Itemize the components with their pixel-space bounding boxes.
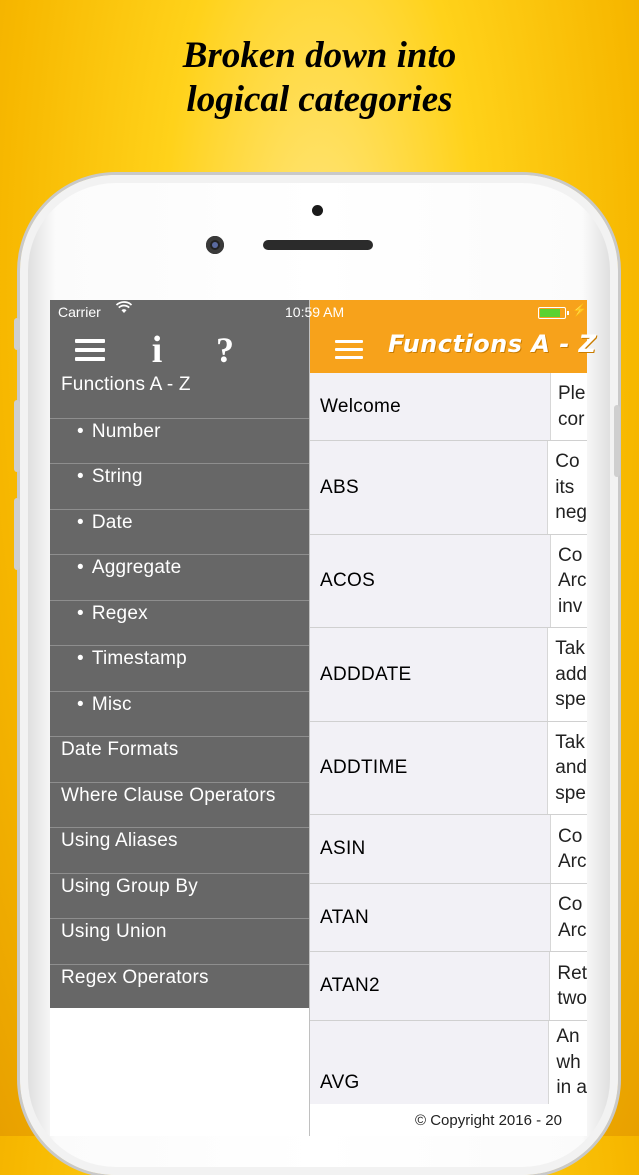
desc-line: two — [557, 988, 587, 1009]
desc-line: and — [555, 757, 587, 779]
desc-line: Co — [555, 451, 580, 473]
phone-power-button — [614, 405, 620, 477]
phone-volume-up — [14, 400, 20, 472]
hamburger-icon[interactable] — [74, 338, 106, 362]
desc-line: spe — [555, 689, 586, 711]
charging-bolt-icon: ⚡ — [572, 303, 587, 317]
battery-icon — [538, 307, 566, 319]
table-row[interactable] — [310, 952, 587, 1021]
table-row[interactable] — [310, 815, 587, 884]
wifi-icon — [116, 302, 132, 317]
function-description — [550, 535, 587, 627]
headline — [0, 34, 639, 122]
desc-line: spe — [555, 782, 586, 804]
function-description — [549, 952, 587, 1020]
function-name: ASIN — [320, 838, 366, 859]
phone-mute-switch — [14, 318, 20, 350]
menu-list — [50, 372, 309, 1009]
phone-speaker — [263, 240, 373, 250]
function-name: ADDTIME — [320, 757, 408, 778]
function-name: ATAN — [320, 906, 370, 928]
desc-line: Co — [558, 544, 583, 566]
function-description — [548, 1021, 587, 1104]
desc-line: Arc — [558, 919, 587, 941]
phone-volume-down — [14, 498, 20, 570]
copyright-footer — [310, 1104, 587, 1136]
main-toolbar — [310, 324, 597, 373]
menu-item-timestamp[interactable]: • Timestamp — [50, 645, 309, 691]
menu-item-where-clause-operators[interactable]: Where Clause Operators — [50, 782, 309, 828]
desc-line: wh — [556, 1051, 581, 1073]
menu-item-date-formats[interactable]: Date Formats — [50, 736, 309, 782]
carrier-label: Carrier — [58, 304, 101, 320]
phone-screen — [50, 300, 597, 1136]
table-row[interactable] — [310, 441, 587, 535]
functions-table — [310, 373, 587, 1105]
table-row[interactable] — [310, 373, 587, 441]
function-name: Welcome — [320, 395, 401, 417]
status-time: 10:59 AM — [285, 304, 345, 320]
main-panel — [285, 300, 597, 1136]
copyright-text: © Copyright 2016 - 20 — [415, 1112, 562, 1129]
menu-item-using-union[interactable]: Using Union — [50, 918, 309, 964]
table-row[interactable] — [310, 722, 587, 815]
table-row[interactable] — [310, 628, 587, 722]
menu-item-using-aliases[interactable]: Using Aliases — [50, 827, 309, 873]
desc-line: cor — [558, 408, 585, 430]
menu-item-string[interactable]: • String — [50, 463, 309, 509]
menu-item-aggregate[interactable]: • Aggregate — [50, 554, 309, 600]
function-description — [547, 722, 587, 814]
desc-line: Co — [558, 825, 583, 847]
page-title: Functions A - Z — [388, 330, 597, 358]
menu-item-regex[interactable]: • Regex — [50, 600, 309, 646]
menu-item-functions-a-z[interactable]: Functions A - Z — [61, 374, 191, 395]
desc-line: Arc — [558, 570, 587, 592]
phone-sensor — [312, 205, 323, 216]
desc-line: Co — [558, 894, 583, 915]
desc-line: in a — [556, 1077, 587, 1099]
menu-item-using-group-by[interactable]: Using Group By — [50, 873, 309, 919]
function-description — [550, 884, 587, 951]
status-bar-left — [50, 300, 309, 324]
menu-item-regex-operators[interactable]: Regex Operators — [50, 964, 309, 1010]
desc-line: its — [555, 476, 575, 498]
function-name: ABS — [320, 476, 359, 498]
side-menu — [50, 300, 309, 1008]
table-row[interactable] — [310, 535, 587, 628]
status-bar-right — [285, 300, 587, 324]
desc-line: Tak — [555, 638, 585, 660]
help-icon[interactable]: ? — [216, 330, 234, 370]
function-name: AVG — [320, 1072, 360, 1093]
menu-item-date[interactable]: • Date — [50, 509, 309, 555]
desc-line: An — [556, 1026, 580, 1048]
desc-line: neg — [555, 502, 587, 524]
table-row[interactable] — [310, 1021, 587, 1105]
desc-line: Tak — [555, 731, 585, 753]
function-description — [550, 815, 587, 883]
function-description — [550, 373, 587, 440]
function-name: ACOS — [320, 570, 376, 591]
main-hamburger-icon[interactable] — [334, 338, 364, 360]
menu-item-misc[interactable]: • Misc — [50, 691, 309, 737]
function-name: ATAN2 — [320, 975, 380, 996]
menu-item-number[interactable]: • Number — [50, 418, 309, 464]
function-description — [547, 441, 587, 534]
menu-toolbar — [50, 324, 309, 374]
desc-line: Ple — [558, 383, 586, 404]
phone-front-camera — [206, 236, 224, 254]
function-name: ADDDATE — [320, 663, 412, 685]
desc-line: Ret — [557, 962, 587, 984]
desc-line: add — [555, 663, 587, 685]
table-row[interactable] — [310, 884, 587, 952]
function-description — [547, 628, 587, 721]
desc-line: Arc — [558, 851, 587, 872]
desc-line: inv — [558, 595, 583, 617]
headline-line-1: Broken down into — [182, 35, 457, 76]
headline-line-2: logical categories — [186, 79, 453, 120]
info-icon[interactable]: i — [151, 329, 163, 371]
